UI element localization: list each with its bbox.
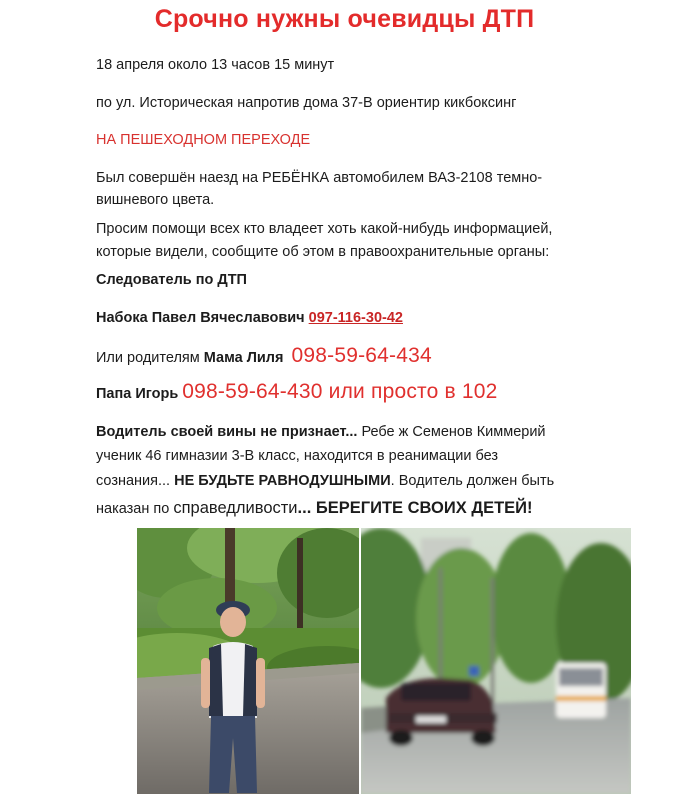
incident-line-2: вишневого цвета. — [96, 192, 215, 208]
incident-line-1: Был совершён наезд на РЕБЁНКА автомобилем ВАЗ-2108 темно- — [96, 170, 543, 186]
driver-bold: Водитель своей вины не признает... — [96, 424, 358, 440]
student-line: ученик 46 гимназии 3-В класс, находится в реанимации без — [96, 448, 499, 464]
investigator-label: Следователь по ДТП — [96, 272, 247, 288]
investigator-name: Набока Павел Вячеславович — [96, 310, 305, 326]
father-phone-part2: 430 или просто в 102 — [286, 380, 498, 403]
protect-bold: ... БЕРЕГИТЕ СВОИХ ДЕТЕЙ! — [297, 499, 533, 517]
punished-line — [96, 498, 533, 519]
driver-rest: Ребе ж Семенов Киммерий — [357, 424, 546, 440]
conscious-line — [96, 471, 554, 491]
investigator-contact — [96, 308, 403, 328]
date-line: 18 апреля около 13 часов 15 минут — [96, 57, 335, 73]
photos-row — [137, 528, 631, 794]
child-photo — [137, 528, 359, 794]
mother-contact — [96, 346, 432, 368]
conscious-prefix: сознания... — [96, 473, 175, 489]
location-line: по ул. Историческая напротив дома 37-В ориентир кикбоксинг — [96, 95, 517, 111]
request-line-1: Просим помощи всех кто владеет хоть какой-нибудь информацией, — [96, 221, 553, 237]
driver-line — [96, 422, 546, 442]
mother-phone: 098-59-64-434 — [291, 344, 432, 367]
parents-prefix: Или родителям — [96, 350, 200, 366]
driver-must: . Водитель должен быть — [390, 473, 555, 489]
street-photo — [361, 528, 631, 794]
page-title: Срочно нужны очевидцы ДТП — [154, 5, 535, 33]
father-contact — [96, 382, 498, 404]
indifferent-bold: НЕ БУДЬТЕ РАВНОДУШНЫМИ — [174, 473, 391, 489]
father-label: Папа Игорь — [96, 386, 179, 402]
punished-prefix: наказан по — [96, 501, 174, 517]
crossing-line: НА ПЕШЕХОДНОМ ПЕРЕХОДЕ — [96, 132, 311, 148]
father-phone-part1: 098-59-64- — [182, 380, 287, 403]
investigator-phone-link[interactable]: 097-116-30-42 — [308, 310, 403, 326]
justice-word: справедливости — [173, 499, 298, 517]
request-line-2: которые видели, сообщите об этом в правоохранительные органы: — [96, 244, 550, 260]
mother-label: Мама Лиля — [203, 350, 284, 366]
